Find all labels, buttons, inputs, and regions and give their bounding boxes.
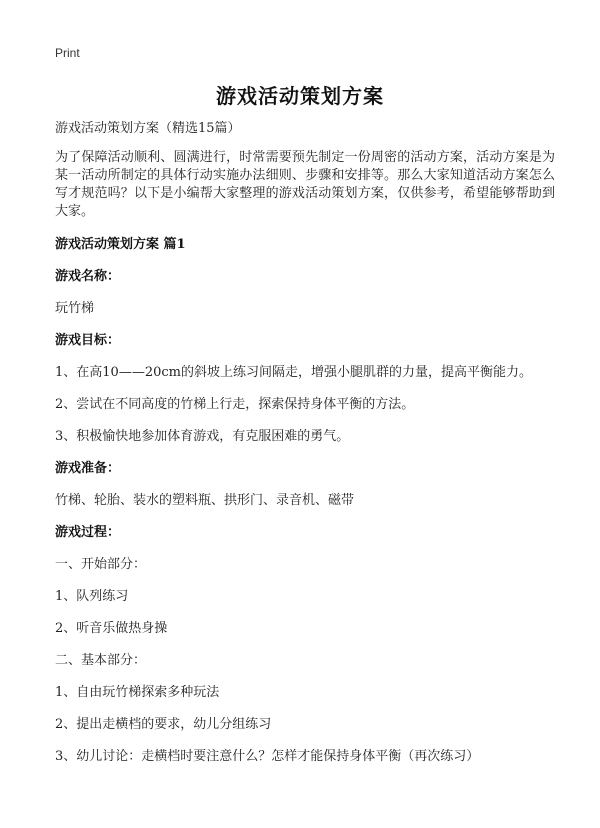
part1-heading: 一、开始部分： bbox=[55, 557, 147, 572]
goal-item: 2、尝试在不同高度的竹梯上行走，探索保持身体平衡的方法。 bbox=[55, 397, 415, 412]
part2-item: 3、幼儿讨论：走横档时要注意什么？怎样才能保持身体平衡（再次练习） bbox=[55, 749, 480, 764]
part2-item: 2、提出走横档的要求，幼儿分组练习 bbox=[55, 717, 272, 732]
goal-item: 3、积极愉快地参加体育游戏，有克服困难的勇气。 bbox=[55, 429, 350, 444]
game-name-value: 玩竹梯 bbox=[55, 301, 95, 316]
game-name-heading: 游戏名称： bbox=[55, 269, 121, 284]
document-body bbox=[55, 120, 555, 780]
game-goal-heading: 游戏目标： bbox=[55, 333, 121, 348]
section-title: 游戏活动策划方案 篇1 bbox=[55, 237, 186, 252]
part1-item: 1、队列练习 bbox=[55, 589, 129, 604]
document-subtitle: 游戏活动策划方案（精选15篇） bbox=[55, 121, 241, 136]
game-prep-heading: 游戏准备： bbox=[55, 461, 121, 476]
game-process-heading: 游戏过程： bbox=[55, 525, 121, 540]
print-link[interactable]: Print bbox=[55, 46, 80, 60]
part2-item: 1、自由玩竹梯探索多种玩法 bbox=[55, 685, 220, 700]
part2-heading: 二、基本部分： bbox=[55, 653, 147, 668]
intro-paragraph: 为了保障活动顺利、圆满进行，时常需要预先制定一份周密的活动方案，活动方案是为某一活动所制定的具体行动实施办法细则、步骤和安排等。那么大家知道活动方案怎么写才规范吗？以下是小编帮大家整理的游戏活动策划方案，仅供参考，希望能够帮助到大家。 bbox=[55, 150, 555, 219]
page-title: 游戏活动策划方案 bbox=[216, 84, 384, 108]
goal-item: 1、在高10——20cm的斜坡上练习间隔走，增强小腿肌群的力量，提高平衡能力。 bbox=[55, 365, 532, 380]
part1-item: 2、听音乐做热身操 bbox=[55, 621, 168, 636]
game-prep-value: 竹梯、轮胎、装水的塑料瓶、拱形门、录音机、磁带 bbox=[55, 493, 355, 508]
